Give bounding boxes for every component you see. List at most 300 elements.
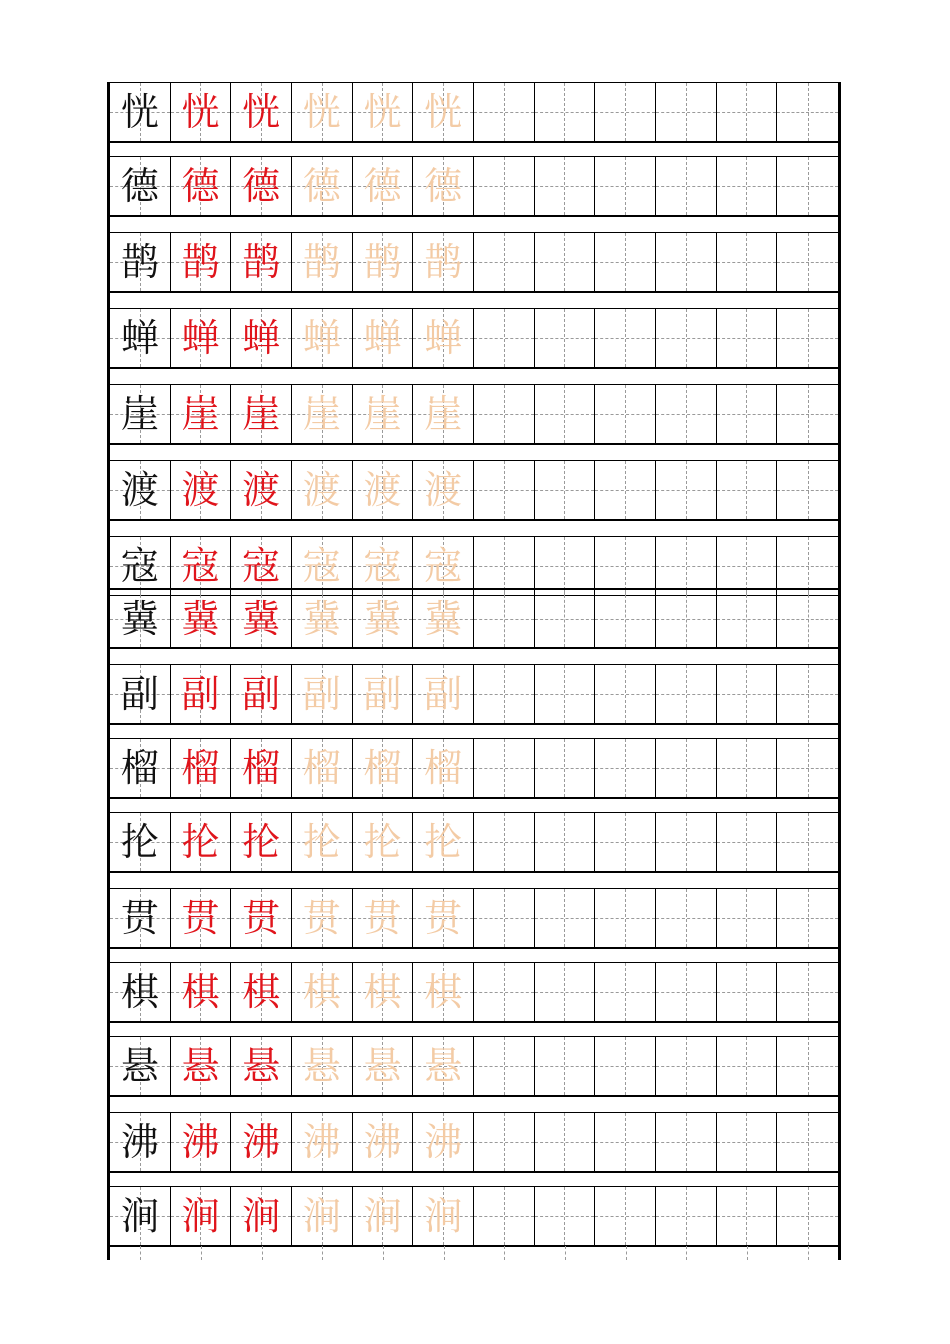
blank-practice-cell[interactable] [717,83,778,141]
trace-char: 冀 [302,596,341,641]
red-char: 崖 [242,392,281,436]
trace-char-cell [413,537,474,595]
trace-char: 崖 [363,392,402,436]
red-char: 副 [242,672,281,716]
red-char: 寇 [181,544,220,588]
model-char-cell [110,385,171,443]
trace-char-cell [292,461,353,519]
trace-char: 蝉 [424,316,463,360]
trace-char: 涧 [363,1194,402,1238]
trace-char: 沸 [363,1120,402,1164]
model-char-cell [110,813,171,871]
trace-char-cell [413,963,474,1021]
trace-char: 抡 [302,820,341,864]
red-char-cell [231,739,292,797]
blank-practice-cell[interactable] [656,1113,717,1171]
partial-cell [595,1246,656,1260]
blank-practice-cell[interactable] [656,1037,717,1095]
model-char: 寇 [120,544,159,588]
trace-char-cell [292,385,353,443]
blank-practice-cell[interactable] [777,963,838,1021]
model-char-cell [110,963,171,1021]
model-char-cell [110,1037,171,1095]
blank-practice-cell[interactable] [535,537,596,595]
char-row [110,1112,838,1172]
trace-char-cell [353,157,414,215]
trace-char: 榴 [363,746,402,790]
model-char-cell [110,1187,171,1245]
blank-practice-cell[interactable] [777,889,838,947]
blank-practice-cell[interactable] [777,537,838,595]
trace-char: 榴 [424,746,463,790]
blank-practice-cell[interactable] [717,309,778,367]
trace-char-cell [353,665,414,723]
blank-practice-cell[interactable] [474,385,535,443]
trace-char: 副 [363,672,402,716]
blank-practice-cell[interactable] [474,309,535,367]
trace-char: 渡 [302,468,341,512]
trace-char: 贯 [302,896,341,940]
blank-practice-cell[interactable] [656,233,717,291]
partial-cell [413,1246,474,1260]
trace-char: 沸 [302,1120,341,1164]
blank-practice-cell[interactable] [777,665,838,723]
trace-char: 德 [424,164,463,208]
trace-char: 沸 [424,1120,463,1164]
model-char: 德 [120,164,159,208]
blank-practice-cell[interactable] [777,385,838,443]
model-char: 沸 [120,1120,159,1164]
blank-practice-cell[interactable] [595,1113,656,1171]
row-gap [110,1172,838,1187]
red-char-cell [171,309,232,367]
red-char-cell [171,1113,232,1171]
blank-practice-cell[interactable] [474,963,535,1021]
red-char-cell [231,1187,292,1245]
partial-cell [777,1246,838,1260]
row-gap [110,520,838,535]
blank-practice-cell[interactable] [474,889,535,947]
red-char-cell [171,83,232,141]
red-char: 蝉 [181,316,220,360]
red-char-cell [231,83,292,141]
row-gap [110,948,838,963]
blank-practice-cell[interactable] [474,813,535,871]
char-row [110,1036,838,1096]
blank-practice-cell[interactable] [717,813,778,871]
trace-char-cell [353,461,414,519]
blank-practice-cell[interactable] [656,461,717,519]
red-char-cell [171,233,232,291]
trace-char-cell [292,1187,353,1245]
blank-practice-cell[interactable] [777,813,838,871]
red-char: 悬 [242,1044,281,1088]
model-char: 副 [120,672,159,716]
model-char: 恍 [120,90,159,134]
model-char: 鹊 [120,240,159,284]
blank-practice-cell[interactable] [717,157,778,215]
blank-practice-cell[interactable] [656,157,717,215]
blank-practice-cell[interactable] [535,739,596,797]
model-char: 冀 [120,596,159,641]
red-char-cell [171,889,232,947]
red-char-cell [171,739,232,797]
blank-practice-cell[interactable] [595,461,656,519]
trace-char: 崖 [302,392,341,436]
red-char: 沸 [242,1120,281,1164]
blank-practice-cell[interactable] [595,537,656,595]
blank-practice-cell[interactable] [595,963,656,1021]
trace-char-cell [413,739,474,797]
red-char-cell [231,1113,292,1171]
trace-char-cell [413,385,474,443]
blank-practice-cell[interactable] [474,537,535,595]
trace-char: 悬 [363,1044,402,1088]
trace-char-cell [353,889,414,947]
trace-char-cell [413,590,474,647]
model-char-cell [110,739,171,797]
char-row [110,812,838,872]
blank-practice-cell[interactable] [777,1037,838,1095]
trace-char-cell [292,83,353,141]
trace-char: 鹊 [302,240,341,284]
model-char-cell [110,233,171,291]
blank-practice-cell[interactable] [717,385,778,443]
model-char: 蝉 [120,316,159,360]
trace-char-cell [413,1037,474,1095]
model-char: 榴 [120,746,159,790]
trace-char-cell [292,233,353,291]
red-char: 渡 [181,468,220,512]
model-char-cell [110,537,171,595]
blank-practice-cell[interactable] [656,963,717,1021]
blank-practice-cell[interactable] [535,83,596,141]
trace-char: 冀 [363,596,402,641]
red-char: 德 [181,164,220,208]
trace-char-cell [292,739,353,797]
blank-practice-cell[interactable] [535,385,596,443]
red-char: 蝉 [242,316,281,360]
trace-char: 德 [302,164,341,208]
trace-char-cell [413,83,474,141]
blank-practice-cell[interactable] [777,309,838,367]
blank-practice-cell[interactable] [656,813,717,871]
blank-practice-cell[interactable] [535,1187,596,1245]
blank-practice-cell[interactable] [535,309,596,367]
blank-practice-cell[interactable] [595,665,656,723]
blank-practice-cell[interactable] [595,233,656,291]
trace-char: 寇 [302,544,341,588]
trace-char-cell [292,157,353,215]
trace-char-cell [353,1187,414,1245]
trace-char: 涧 [424,1194,463,1238]
trace-char: 棋 [302,970,341,1014]
trace-char: 崖 [424,392,463,436]
blank-practice-cell[interactable] [535,1037,596,1095]
red-char: 恍 [242,90,281,134]
blank-practice-cell[interactable] [717,739,778,797]
char-row [110,308,838,368]
red-char: 渡 [242,468,281,512]
blank-practice-cell[interactable] [474,83,535,141]
blank-practice-cell[interactable] [595,889,656,947]
trace-char: 副 [424,672,463,716]
trace-char-cell [413,461,474,519]
blank-practice-cell[interactable] [474,665,535,723]
trace-char: 冀 [424,596,463,641]
model-char: 棋 [120,970,159,1014]
trace-char-cell [353,1113,414,1171]
row-gap [110,1096,838,1111]
trace-char-cell [292,963,353,1021]
trace-char-cell [353,813,414,871]
trace-char-cell [413,813,474,871]
trace-char: 寇 [363,544,402,588]
trace-char-cell [292,1113,353,1171]
blank-practice-cell[interactable] [474,1187,535,1245]
red-char: 悬 [181,1044,220,1088]
blank-practice-cell[interactable] [535,233,596,291]
blank-practice-cell[interactable] [656,385,717,443]
trace-char: 德 [363,164,402,208]
partial-cell [231,1246,292,1260]
partial-cell [292,1246,353,1260]
red-char-cell [231,385,292,443]
blank-practice-cell[interactable] [474,157,535,215]
red-char: 棋 [242,970,281,1014]
trace-char-cell [413,309,474,367]
blank-practice-cell[interactable] [535,665,596,723]
blank-practice-cell[interactable] [656,739,717,797]
trace-char-cell [353,385,414,443]
trace-char: 棋 [363,970,402,1014]
trace-char-cell [413,1113,474,1171]
model-char: 抡 [120,820,159,864]
trace-char: 鹊 [424,240,463,284]
blank-practice-cell[interactable] [777,1113,838,1171]
red-char-cell [171,461,232,519]
red-char-cell [171,385,232,443]
blank-practice-cell[interactable] [535,889,596,947]
red-char-cell [231,963,292,1021]
red-char: 鹊 [181,240,220,284]
trace-char-cell [413,665,474,723]
red-char-cell [171,537,232,595]
blank-practice-cell[interactable] [474,590,535,647]
model-char-cell [110,889,171,947]
red-char-cell [171,963,232,1021]
blank-practice-cell[interactable] [535,813,596,871]
blank-practice-cell[interactable] [474,461,535,519]
model-char-cell [110,665,171,723]
trace-char: 榴 [302,746,341,790]
row-gap [110,292,838,307]
blank-practice-cell[interactable] [717,1037,778,1095]
char-row [110,888,838,948]
red-char-cell [171,813,232,871]
blank-practice-cell[interactable] [595,309,656,367]
row-gap [110,444,838,459]
red-char-cell [171,1037,232,1095]
trace-char: 鹊 [363,240,402,284]
char-row [110,1186,838,1246]
red-char-cell [231,1037,292,1095]
partial-row [110,1246,838,1260]
red-char: 沸 [181,1120,220,1164]
blank-practice-cell[interactable] [595,739,656,797]
blank-practice-cell[interactable] [656,83,717,141]
blank-practice-cell[interactable] [777,233,838,291]
row-gap [110,142,838,157]
model-char-cell [110,83,171,141]
partial-cell [474,1246,535,1260]
model-char-cell [110,309,171,367]
red-char: 冀 [242,596,281,641]
blank-practice-cell[interactable] [595,385,656,443]
trace-char-cell [353,590,414,647]
char-row [110,536,838,596]
blank-practice-cell[interactable] [656,537,717,595]
blank-practice-cell[interactable] [656,889,717,947]
trace-char: 棋 [424,970,463,1014]
blank-practice-cell[interactable] [717,537,778,595]
trace-char-cell [292,889,353,947]
blank-practice-cell[interactable] [535,1113,596,1171]
row-gap [110,216,838,231]
row-gap [110,872,838,887]
blank-practice-cell[interactable] [595,83,656,141]
char-row [110,156,838,216]
blank-practice-cell[interactable] [595,813,656,871]
model-char: 贯 [120,896,159,940]
trace-char: 涧 [302,1194,341,1238]
model-char: 渡 [120,468,159,512]
blank-practice-cell[interactable] [777,157,838,215]
red-char-cell [171,665,232,723]
trace-char-cell [413,233,474,291]
blank-practice-cell[interactable] [717,889,778,947]
row-gap [110,724,838,739]
blank-practice-cell[interactable] [717,1113,778,1171]
blank-practice-cell[interactable] [535,157,596,215]
partial-cell [353,1246,414,1260]
trace-char: 蝉 [363,316,402,360]
char-row [110,962,838,1022]
red-char-cell [231,537,292,595]
red-char: 崖 [181,392,220,436]
trace-char-cell [292,309,353,367]
trace-char: 抡 [363,820,402,864]
blank-practice-cell[interactable] [474,1113,535,1171]
char-row [110,664,838,724]
trace-char-cell [353,739,414,797]
trace-char: 悬 [424,1044,463,1088]
blank-practice-cell[interactable] [535,461,596,519]
blank-practice-cell[interactable] [595,1187,656,1245]
blank-practice-cell[interactable] [717,233,778,291]
trace-char: 恍 [363,90,402,134]
partial-cell [110,1246,171,1260]
blank-practice-cell[interactable] [656,665,717,723]
model-char: 悬 [120,1044,159,1088]
blank-practice-cell[interactable] [777,590,838,647]
char-row [110,588,838,648]
trace-char: 寇 [424,544,463,588]
blank-practice-cell[interactable] [595,1037,656,1095]
partial-cell [535,1246,596,1260]
red-char: 副 [181,672,220,716]
blank-practice-cell[interactable] [595,590,656,647]
blank-practice-cell[interactable] [777,739,838,797]
red-char: 德 [242,164,281,208]
model-char-cell [110,590,171,647]
red-char-cell [231,665,292,723]
red-char-cell [231,233,292,291]
blank-practice-cell[interactable] [717,1187,778,1245]
model-char: 崖 [120,392,159,436]
blank-practice-cell[interactable] [474,1037,535,1095]
red-char: 涧 [242,1194,281,1238]
blank-practice-cell[interactable] [717,590,778,647]
red-char: 鹊 [242,240,281,284]
char-row [110,384,838,444]
blank-practice-cell[interactable] [656,590,717,647]
red-char: 涧 [181,1194,220,1238]
blank-practice-cell[interactable] [535,590,596,647]
model-char-cell [110,461,171,519]
trace-char-cell [353,1037,414,1095]
model-char: 涧 [120,1194,159,1238]
red-char: 抡 [181,820,220,864]
blank-practice-cell[interactable] [595,157,656,215]
blank-practice-cell[interactable] [656,1187,717,1245]
model-char-cell [110,157,171,215]
red-char-cell [171,157,232,215]
trace-char: 渡 [424,468,463,512]
row-gap [110,368,838,383]
blank-practice-cell[interactable] [717,665,778,723]
char-row [110,82,838,142]
trace-char: 副 [302,672,341,716]
trace-char: 贯 [424,896,463,940]
blank-practice-cell[interactable] [777,83,838,141]
red-char: 榴 [242,746,281,790]
blank-practice-cell[interactable] [717,963,778,1021]
trace-char-cell [353,83,414,141]
red-char-cell [231,309,292,367]
row-gap [110,1022,838,1037]
red-char-cell [231,461,292,519]
char-row [110,460,838,520]
red-char: 榴 [181,746,220,790]
practice-sheet [107,82,841,1260]
blank-practice-cell[interactable] [777,461,838,519]
row-gap [110,798,838,813]
blank-practice-cell[interactable] [474,233,535,291]
trace-char-cell [413,1187,474,1245]
red-char-cell [171,1187,232,1245]
blank-practice-cell[interactable] [474,739,535,797]
partial-cell [656,1246,717,1260]
trace-char-cell [413,157,474,215]
red-char: 冀 [181,596,220,641]
blank-practice-cell[interactable] [535,963,596,1021]
blank-practice-cell[interactable] [777,1187,838,1245]
trace-char-cell [292,590,353,647]
blank-practice-cell[interactable] [717,461,778,519]
trace-char: 抡 [424,820,463,864]
blank-practice-cell[interactable] [656,309,717,367]
